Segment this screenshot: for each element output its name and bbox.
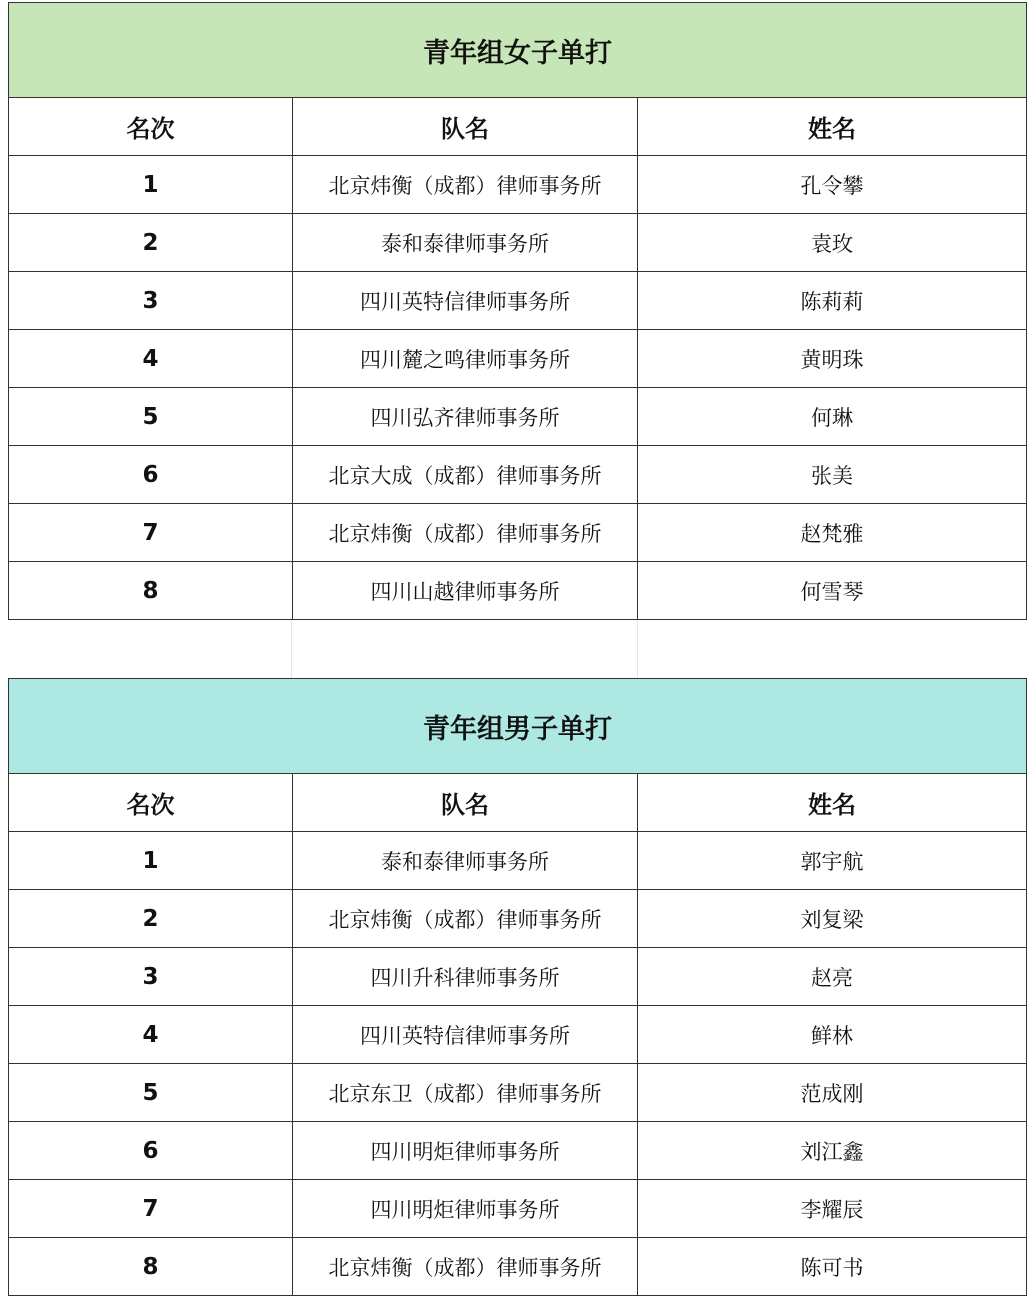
rank-cell: 3 [9,272,293,330]
player-name-cell: 张美 [638,446,1027,504]
team-cell: 北京大成（成都）律师事务所 [293,446,638,504]
rank-cell: 3 [9,948,293,1006]
rank-cell: 6 [9,446,293,504]
table-row [9,272,1027,330]
table-row [9,562,1027,620]
player-name-cell: 赵亮 [638,948,1027,1006]
section-title-row [9,679,1027,774]
table-row [9,1064,1027,1122]
player-name-cell: 陈可书 [638,1238,1027,1296]
table-row [9,948,1027,1006]
rank-cell: 7 [9,504,293,562]
team-cell: 泰和泰律师事务所 [293,214,638,272]
team-cell: 北京炜衡（成都）律师事务所 [293,1238,638,1296]
section-title: 青年组男子单打 [9,679,1027,774]
player-name-cell: 何雪琴 [638,562,1027,620]
player-name-cell: 李耀辰 [638,1180,1027,1238]
header-rank: 名次 [9,774,293,832]
table-row [9,504,1027,562]
table-row [9,1122,1027,1180]
table-row [9,832,1027,890]
player-name-cell: 刘复梁 [638,890,1027,948]
team-cell: 四川英特信律师事务所 [293,1006,638,1064]
rank-cell: 5 [9,388,293,446]
table-row [9,330,1027,388]
header-name: 姓名 [638,774,1027,832]
player-name-cell: 范成刚 [638,1064,1027,1122]
header-team: 队名 [293,98,638,156]
team-cell: 四川山越律师事务所 [293,562,638,620]
table-row [9,388,1027,446]
player-name-cell: 何琳 [638,388,1027,446]
team-cell: 北京炜衡（成都）律师事务所 [293,504,638,562]
header-row [9,98,1027,156]
team-cell: 四川明炬律师事务所 [293,1122,638,1180]
team-cell: 北京炜衡（成都）律师事务所 [293,890,638,948]
table-row [9,1238,1027,1296]
team-cell: 四川麓之鸣律师事务所 [293,330,638,388]
team-cell: 四川英特信律师事务所 [293,272,638,330]
player-name-cell: 赵梵雅 [638,504,1027,562]
table-row [9,890,1027,948]
table-row [9,1006,1027,1064]
men-singles-table [8,678,1027,1296]
player-name-cell: 陈莉莉 [638,272,1027,330]
player-name-cell: 刘江鑫 [638,1122,1027,1180]
team-cell: 四川明炬律师事务所 [293,1180,638,1238]
player-name-cell: 黄明珠 [638,330,1027,388]
rank-cell: 8 [9,562,293,620]
rank-cell: 4 [9,1006,293,1064]
table-row [9,214,1027,272]
header-team: 队名 [293,774,638,832]
results-sheet [8,2,1026,1296]
player-name-cell: 鲜林 [638,1006,1027,1064]
table-row [9,156,1027,214]
rank-cell: 1 [9,156,293,214]
header-rank: 名次 [9,98,293,156]
rank-cell: 6 [9,1122,293,1180]
team-cell: 北京炜衡（成都）律师事务所 [293,156,638,214]
player-name-cell: 孔令攀 [638,156,1027,214]
rank-cell: 7 [9,1180,293,1238]
header-name: 姓名 [638,98,1027,156]
rank-cell: 4 [9,330,293,388]
player-name-cell: 袁玫 [638,214,1027,272]
rank-cell: 1 [9,832,293,890]
rank-cell: 5 [9,1064,293,1122]
rank-cell: 2 [9,214,293,272]
women-singles-table [8,2,1027,620]
team-cell: 泰和泰律师事务所 [293,832,638,890]
player-name-cell: 郭宇航 [638,832,1027,890]
table-row [9,1180,1027,1238]
team-cell: 四川升科律师事务所 [293,948,638,1006]
section-spacer [8,620,1026,678]
team-cell: 北京东卫（成都）律师事务所 [293,1064,638,1122]
rank-cell: 2 [9,890,293,948]
section-title-row [9,3,1027,98]
rank-cell: 8 [9,1238,293,1296]
header-row [9,774,1027,832]
team-cell: 四川弘齐律师事务所 [293,388,638,446]
table-row [9,446,1027,504]
section-title: 青年组女子单打 [9,3,1027,98]
